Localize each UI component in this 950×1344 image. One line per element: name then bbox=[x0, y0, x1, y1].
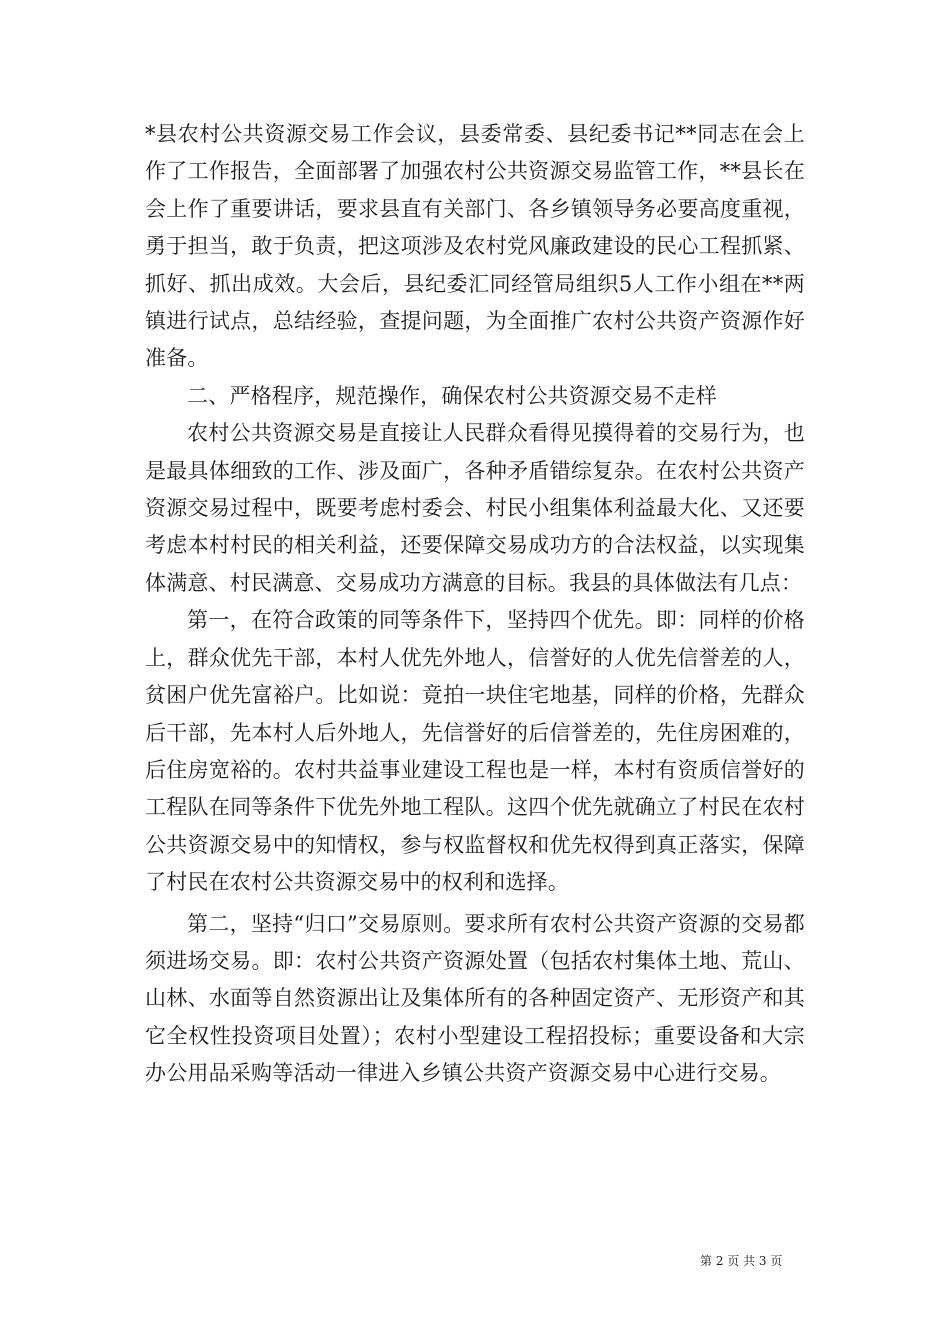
paragraph: 农村公共资源交易是直接让人民群众看得见摸得着的交易行为，也是最具体细致的工作、涉及面广，各种矛盾错综复杂。在农村公共资产资源交易过程中，既要考虑村委会、村民小组集体利益最大化、又还要考虑本村村民的相关利益，还要保障交易成功方的合法权益，以实现集体满意、村民满意、交易成功方满意的目标。我县的具体做法有几点： bbox=[145, 421, 805, 595]
paragraph: 第二，坚持“归口”交易原则。要求所有农村公共资产资源的交易都须进场交易。即：农村公共资产资源处置（包括农村集体土地、荒山、山林、水面等自然资源出让及集体所有的各种固定资产、无形资产和其它全权性投资项目处置）；农村小型建设工程招投标；重要设备和大宗办公用品采购等活动一律进入乡镇公共资产资源交易中心进行交易。 bbox=[145, 911, 805, 1086]
page-number: 第 2 页 共 3 页 bbox=[700, 1254, 783, 1268]
paragraph: 第一，在符合政策的同等条件下，坚持四个优先。即：同样的价格上，群众优先干部，本村人优先外地人，信誉好的人优先信誉差的人，贫困户优先富裕户。比如说：竟拍一块住宅地基，同样的价格，先群众后干部，先本村人后外地人，先信誉好的后信誉差的，先住房困难的，后住房宽裕的。农村共益事业建设工程也是一样，本村有资质信誉好的工程队在同等条件下优先外地工程队。这四个优先就确立了村民在农村公共资源交易中的知情权，参与权监督权和优先权得到真正落实，保障了村民在农村公共资源交易中的权利和选择。 bbox=[145, 608, 805, 895]
section-heading: 二、严格程序，规范操作，确保农村公共资源交易不走样 bbox=[187, 383, 717, 408]
paragraph-continuation: *县农村公共资源交易工作会议，县委常委、县纪委书记**同志在会上作了工作报告，全面部署了加强农村公共资源交易监管工作，**县长在会上作了重要讲话，要求县直有关部门、各乡镇领导务必要高度重视，勇于担当，敢于负责，把这项涉及农村党风廉政建设的民心工程抓紧、抓好、抓出成效。大会后，县纪委汇同经管局组织5人工作小组在**两镇进行试点，总结经验，查提问题，为全面推广农村公共资产资源作好准备。 bbox=[145, 122, 805, 371]
document-body bbox=[145, 116, 805, 1093]
